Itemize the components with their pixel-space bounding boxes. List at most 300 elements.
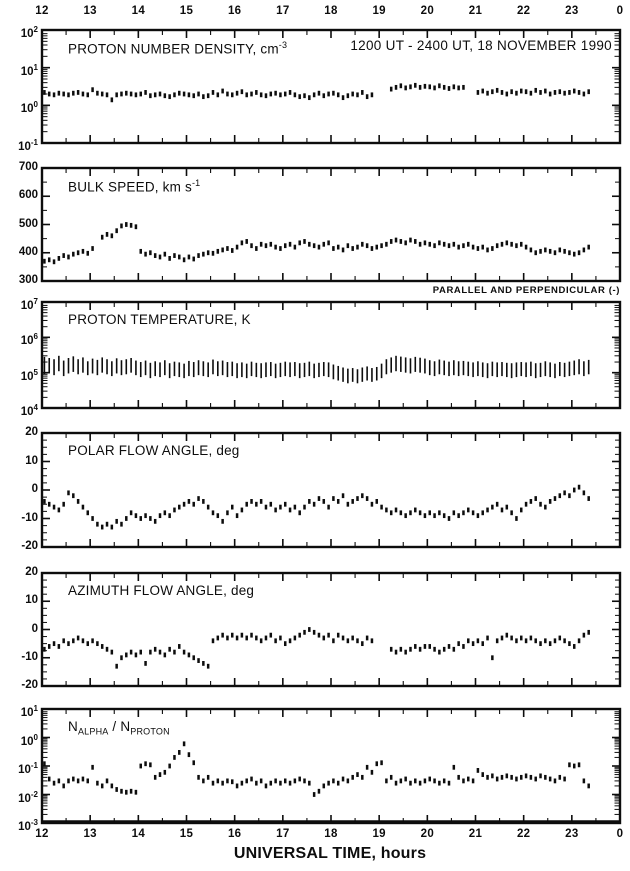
data-point — [82, 777, 85, 782]
hour-label: 21 — [468, 5, 483, 17]
y-tick-label: 20 — [25, 426, 38, 438]
data-point — [583, 92, 586, 97]
data-point — [149, 650, 152, 655]
data-point — [467, 777, 470, 782]
y-tick-label: -10 — [21, 511, 38, 524]
data-point — [467, 638, 470, 643]
data-point — [347, 502, 350, 507]
data-point — [77, 499, 80, 504]
data-point — [270, 242, 273, 247]
data-point — [279, 505, 282, 510]
data-point — [149, 516, 152, 521]
data-point — [342, 493, 345, 498]
data-point — [284, 502, 287, 507]
data-point — [414, 83, 417, 88]
data-point — [43, 647, 46, 652]
data-point — [525, 89, 528, 94]
data-point — [236, 636, 239, 641]
data-point — [318, 633, 321, 638]
data-point — [212, 90, 215, 95]
data-point — [308, 499, 311, 504]
data-point — [424, 84, 427, 89]
data-point — [587, 245, 590, 250]
data-point — [462, 85, 465, 90]
data-point — [72, 638, 75, 643]
data-point — [356, 245, 359, 250]
data-point — [486, 508, 489, 513]
data-point — [554, 250, 557, 255]
data-point — [255, 781, 258, 786]
data-point — [279, 781, 282, 786]
data-point — [226, 510, 229, 515]
data-point — [428, 644, 431, 649]
data-point — [115, 92, 118, 97]
data-point — [539, 502, 542, 507]
data-point — [501, 636, 504, 641]
data-point — [91, 765, 94, 770]
data-point — [356, 92, 359, 97]
data-point — [87, 779, 90, 784]
panel-label-proton-density: PROTON NUMBER DENSITY, $cm^{-3}$ — [68, 40, 288, 57]
panel-label-alpha-proton-ratio: $N_{ALPHA} / N_{PROTON}$ — [68, 719, 170, 737]
data-point — [183, 502, 186, 507]
data-point — [279, 636, 282, 641]
data-point — [135, 92, 138, 97]
hour-label: 20 — [420, 5, 435, 17]
data-point — [202, 779, 205, 784]
data-point — [351, 636, 354, 641]
data-point — [327, 633, 330, 638]
data-point — [168, 94, 171, 99]
data-point — [217, 779, 220, 784]
data-point — [115, 228, 118, 233]
data-point — [366, 496, 369, 501]
data-point — [236, 784, 239, 789]
data-point — [486, 248, 489, 253]
data-point — [279, 246, 282, 251]
hour-label: 17 — [276, 828, 290, 840]
data-point — [111, 784, 114, 789]
data-point — [192, 257, 195, 262]
data-point — [554, 90, 557, 95]
y-tick-label: 300 — [18, 274, 38, 286]
data-point — [428, 84, 431, 89]
data-point — [82, 249, 85, 254]
data-point — [318, 496, 321, 501]
panel-label-proton-temperature: PROTON TEMPERATURE, K — [68, 312, 251, 327]
data-point — [332, 779, 335, 784]
data-point — [385, 779, 388, 784]
data-point — [106, 779, 109, 784]
data-point — [568, 493, 571, 498]
data-point — [424, 513, 427, 518]
data-point — [515, 91, 518, 96]
data-point — [294, 779, 297, 784]
data-point — [289, 242, 292, 247]
data-point — [308, 242, 311, 247]
data-point — [154, 92, 157, 97]
data-point — [534, 777, 537, 782]
data-point — [72, 252, 75, 257]
data-point — [380, 243, 383, 248]
data-point — [255, 90, 258, 95]
data-point — [587, 89, 590, 94]
data-point — [173, 92, 176, 97]
data-point — [351, 246, 354, 251]
data-point — [212, 781, 215, 786]
data-point — [578, 250, 581, 255]
data-point — [419, 242, 422, 247]
data-point — [342, 777, 345, 782]
data-point — [506, 92, 509, 97]
data-point — [568, 641, 571, 646]
data-point — [241, 89, 244, 94]
data-point — [101, 92, 104, 97]
data-point — [53, 505, 56, 510]
data-point — [419, 510, 422, 515]
data-point — [337, 781, 340, 786]
data-point — [583, 633, 586, 638]
hour-label: 19 — [372, 5, 386, 17]
data-point — [496, 502, 499, 507]
data-point — [120, 92, 123, 97]
data-point — [135, 513, 138, 518]
data-point — [279, 92, 282, 97]
y-tick-label: 700 — [18, 161, 38, 173]
hour-label: 22 — [516, 5, 531, 17]
data-point — [506, 633, 509, 638]
data-point — [323, 242, 326, 247]
data-point — [554, 638, 557, 643]
data-point — [62, 92, 65, 97]
data-point — [53, 641, 56, 646]
data-point — [361, 242, 364, 247]
data-point — [409, 781, 412, 786]
data-point — [125, 790, 128, 795]
data-point — [144, 513, 147, 518]
data-point — [525, 245, 528, 250]
data-point — [573, 764, 576, 769]
data-point — [67, 779, 70, 784]
data-point — [491, 89, 494, 94]
data-point — [409, 647, 412, 652]
data-point — [159, 513, 162, 518]
data-point — [323, 784, 326, 789]
data-point — [274, 508, 277, 513]
data-point — [342, 248, 345, 253]
data-point — [438, 83, 441, 88]
data-point — [510, 636, 513, 641]
data-point — [342, 636, 345, 641]
data-point — [371, 770, 374, 775]
data-point — [202, 252, 205, 257]
data-point — [409, 238, 412, 243]
panel-label-bulk-speed: BULK SPEED, km $s^{-1}$ — [68, 178, 201, 195]
data-point — [284, 92, 287, 97]
data-point — [428, 777, 431, 782]
data-point — [91, 516, 94, 521]
data-point — [178, 644, 181, 649]
data-point — [303, 779, 306, 784]
data-point — [303, 630, 306, 635]
data-point — [164, 93, 167, 98]
data-point — [82, 505, 85, 510]
hour-label: 19 — [372, 828, 386, 840]
data-point — [111, 97, 114, 102]
data-point — [58, 779, 61, 784]
data-point — [168, 647, 171, 652]
data-point — [250, 499, 253, 504]
data-point — [457, 775, 460, 780]
data-point — [115, 787, 118, 792]
hour-label: 12 — [35, 5, 49, 17]
data-point — [77, 250, 80, 255]
y-tick-label: $10^1$ — [20, 62, 38, 78]
data-point — [154, 647, 157, 652]
hour-label: 13 — [83, 828, 97, 840]
data-point — [192, 760, 195, 765]
data-point — [486, 636, 489, 641]
data-point — [313, 92, 316, 97]
data-point — [390, 87, 393, 92]
data-point — [62, 502, 65, 507]
data-point — [164, 510, 167, 515]
data-point — [303, 239, 306, 244]
data-point — [404, 86, 407, 91]
data-point — [274, 245, 277, 250]
data-point — [376, 499, 379, 504]
data-point — [289, 781, 292, 786]
hour-label: 21 — [468, 828, 483, 840]
data-point — [130, 650, 133, 655]
data-point — [212, 510, 215, 515]
data-point — [217, 249, 220, 254]
data-point — [178, 255, 181, 260]
data-point — [559, 636, 562, 641]
data-point — [472, 779, 475, 784]
data-point — [525, 638, 528, 643]
data-point — [337, 633, 340, 638]
data-point — [486, 775, 489, 780]
data-point — [366, 765, 369, 770]
data-point — [149, 93, 152, 98]
data-point — [380, 505, 383, 510]
data-point — [332, 246, 335, 251]
data-point — [144, 761, 147, 766]
data-point — [226, 636, 229, 641]
data-point — [313, 502, 316, 507]
data-point — [318, 91, 321, 96]
data-point — [67, 255, 70, 260]
hour-label: 18 — [324, 828, 338, 840]
data-point — [173, 755, 176, 760]
data-point — [433, 647, 436, 652]
data-point — [217, 92, 220, 97]
data-point — [520, 508, 523, 513]
data-point — [72, 91, 75, 96]
y-tick-label: 400 — [18, 245, 38, 258]
hour-label: 12 — [35, 828, 49, 840]
data-point — [231, 248, 234, 253]
data-point — [221, 633, 224, 638]
data-point — [568, 250, 571, 255]
data-point — [236, 91, 239, 96]
data-point — [356, 638, 359, 643]
data-point — [96, 781, 99, 786]
data-point — [559, 775, 562, 780]
data-point — [111, 650, 114, 655]
data-point — [428, 242, 431, 247]
y-tick-label: 0 — [31, 483, 38, 495]
data-point — [188, 499, 191, 504]
data-point — [419, 647, 422, 652]
data-point — [559, 248, 562, 253]
data-point — [491, 655, 494, 660]
data-point — [376, 245, 379, 250]
y-tick-label: 500 — [18, 217, 38, 230]
data-point — [323, 93, 326, 98]
data-point — [404, 240, 407, 245]
hour-label: 18 — [324, 5, 338, 17]
data-point — [101, 644, 104, 649]
data-point — [255, 246, 258, 251]
data-point — [337, 499, 340, 504]
data-point — [43, 259, 46, 264]
data-point — [67, 92, 70, 97]
data-point — [188, 752, 191, 757]
data-point — [168, 764, 171, 769]
data-point — [400, 779, 403, 784]
data-point — [43, 90, 46, 95]
data-point — [549, 499, 552, 504]
data-point — [207, 775, 210, 780]
data-point — [221, 89, 224, 94]
data-point — [520, 636, 523, 641]
data-point — [159, 92, 162, 97]
data-point — [496, 88, 499, 93]
data-point — [433, 513, 436, 518]
data-point — [404, 513, 407, 518]
data-point — [534, 88, 537, 93]
data-point — [260, 92, 263, 97]
data-point — [149, 762, 152, 767]
data-point — [217, 636, 220, 641]
data-point — [433, 779, 436, 784]
data-point — [135, 653, 138, 658]
data-point — [164, 770, 167, 775]
data-point — [443, 85, 446, 90]
data-point — [217, 513, 220, 518]
data-point — [544, 505, 547, 510]
data-point — [380, 760, 383, 765]
data-point — [106, 232, 109, 237]
hour-label: 23 — [565, 828, 579, 840]
data-point — [443, 513, 446, 518]
data-point — [563, 638, 566, 643]
data-point — [139, 650, 142, 655]
data-point — [443, 779, 446, 784]
data-point — [491, 246, 494, 251]
data-point — [72, 493, 75, 498]
data-point — [53, 259, 56, 264]
data-point — [395, 508, 398, 513]
data-point — [192, 93, 195, 98]
data-point — [125, 653, 128, 658]
data-point — [58, 508, 61, 513]
data-point — [226, 246, 229, 251]
data-point — [274, 91, 277, 96]
data-point — [342, 95, 345, 100]
data-point — [515, 516, 518, 521]
data-point — [467, 508, 470, 513]
data-point — [130, 223, 133, 228]
data-point — [260, 242, 263, 247]
data-point — [549, 249, 552, 254]
data-point — [260, 638, 263, 643]
data-point — [284, 641, 287, 646]
data-point — [332, 496, 335, 501]
y-tick-label: -20 — [21, 679, 38, 691]
data-point — [144, 661, 147, 666]
data-point — [144, 252, 147, 257]
data-point — [351, 92, 354, 97]
y-tick-label: $10^4$ — [20, 403, 38, 418]
data-point — [559, 89, 562, 94]
data-point — [404, 650, 407, 655]
data-point — [448, 243, 451, 248]
data-point — [534, 496, 537, 501]
data-point — [491, 505, 494, 510]
data-point — [510, 242, 513, 247]
data-point — [530, 775, 533, 780]
data-point — [481, 245, 484, 250]
hour-label: 14 — [131, 828, 146, 840]
data-point — [376, 761, 379, 766]
data-point — [164, 252, 167, 257]
data-point — [371, 638, 374, 643]
data-point — [58, 91, 61, 96]
data-point — [58, 644, 61, 649]
data-point — [448, 644, 451, 649]
data-point — [544, 89, 547, 94]
data-point — [135, 224, 138, 229]
data-point — [91, 87, 94, 92]
data-point — [207, 505, 210, 510]
data-point — [48, 777, 51, 782]
data-point — [366, 94, 369, 99]
data-point — [250, 633, 253, 638]
data-point — [549, 641, 552, 646]
data-point — [120, 655, 123, 660]
data-point — [371, 92, 374, 97]
data-point — [308, 627, 311, 632]
data-point — [477, 246, 480, 251]
data-point — [173, 650, 176, 655]
data-point — [525, 502, 528, 507]
data-point — [250, 777, 253, 782]
data-point — [265, 636, 268, 641]
data-point — [390, 647, 393, 652]
data-point — [443, 647, 446, 652]
data-point — [294, 245, 297, 250]
data-point — [298, 510, 301, 515]
y-tick-label: $10^0$ — [20, 100, 38, 116]
data-point — [231, 505, 234, 510]
data-point — [457, 513, 460, 518]
data-point — [433, 86, 436, 91]
hour-label: 0 — [616, 828, 624, 840]
data-point — [221, 519, 224, 524]
